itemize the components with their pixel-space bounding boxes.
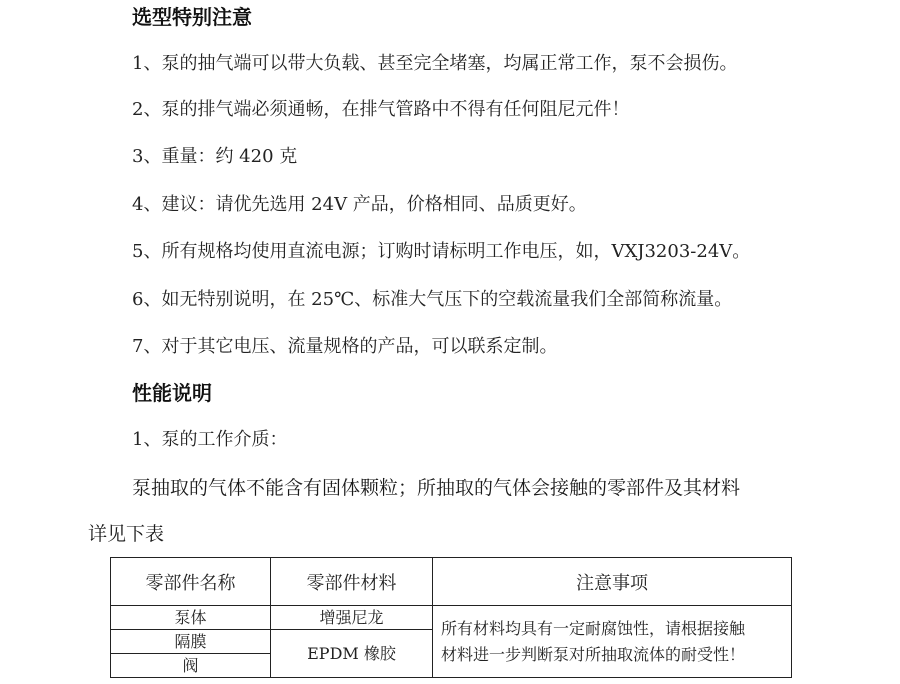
cell-material: EPDM 橡胶	[271, 630, 433, 678]
note-line: 材料进一步判断泵对所抽取流体的耐受性！	[441, 644, 746, 664]
subsection-heading-working-medium: 1、泵的工作介质：	[132, 429, 288, 450]
paragraph-line: 详见下表	[88, 523, 165, 545]
list-item: 3、重量：约 420 克	[132, 146, 298, 167]
list-item: 2、泵的排气端必须通畅，在排气管路中不得有任何阻尼元件！	[132, 99, 630, 120]
cell-part: 泵体	[111, 606, 271, 630]
list-item: 7、对于其它电压、流量规格的产品，可以联系定制。	[132, 336, 558, 357]
cell-notes	[433, 606, 792, 678]
paragraph-line: 泵抽取的气体不能含有固体颗粒；所抽取的气体会接触的零部件及其材料	[132, 477, 741, 499]
cell-part: 阀	[111, 654, 271, 678]
list-item: 5、所有规格均使用直流电源；订购时请标明工作电压，如，VXJ3203-24V。	[132, 241, 751, 262]
section-title-selection-notes: 选型特别注意	[132, 5, 252, 29]
header-part-name: 零部件名称	[111, 558, 271, 606]
list-item: 1、泵的抽气端可以带大负载、甚至完全堵塞，均属正常工作，泵不会损伤。	[132, 53, 738, 74]
cell-material: 增强尼龙	[271, 606, 433, 630]
cell-part: 隔膜	[111, 630, 271, 654]
header-notes: 注意事项	[433, 558, 792, 606]
table-header-row	[111, 558, 792, 606]
list-item: 6、如无特别说明，在 25℃、标准大气压下的空载流量我们全部简称流量。	[132, 289, 733, 310]
table-row	[111, 606, 792, 630]
note-line: 所有材料均具有一定耐腐蚀性，请根据接触	[441, 618, 746, 638]
materials-table	[110, 557, 792, 678]
header-part-material: 零部件材料	[271, 558, 433, 606]
section-title-performance: 性能说明	[132, 381, 212, 405]
list-item: 4、建议：请优先选用 24V 产品，价格相同、品质更好。	[132, 194, 587, 215]
